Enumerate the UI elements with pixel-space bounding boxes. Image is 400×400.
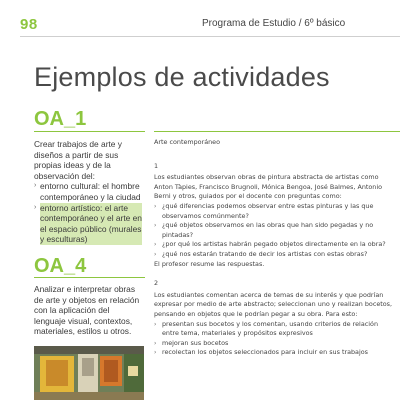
activity1-question xyxy=(154,202,394,221)
oa1-bullet-text: entorno cultural: el hombre contemporáneo y la ciudad xyxy=(40,181,141,202)
arrow-icon: › xyxy=(154,339,157,347)
activity2-step xyxy=(154,348,394,358)
activity1-question-text: ¿qué objetos observamos en las obras que han sido pegadas y no pintadas? xyxy=(162,221,374,239)
activity2-step xyxy=(154,320,394,339)
page-title: Ejemplos de actividades xyxy=(34,62,330,92)
activities-section-title: Arte contemporáneo xyxy=(154,138,221,146)
activity2-step xyxy=(154,339,394,349)
oa1-intro: Crear trabajos de arte y diseños a partir de sus propias ideas y de la observación del: xyxy=(34,139,122,181)
arrow-icon: › xyxy=(154,241,157,249)
arrow-icon: › xyxy=(34,203,37,211)
arrow-icon: › xyxy=(34,182,37,190)
oa4-divider xyxy=(34,277,145,278)
arrow-icon: › xyxy=(154,349,157,357)
activity1-question-text: ¿qué diferencias podemos observar entre estas pinturas y las que observamos comúnmente? xyxy=(162,201,374,220)
oa1-description xyxy=(34,139,142,245)
page-number: 98 xyxy=(20,16,38,33)
activity1-question xyxy=(154,240,394,250)
oa4-heading: OA_4 xyxy=(34,255,87,277)
activity1-question xyxy=(154,221,394,240)
artwork-illustration xyxy=(34,346,144,400)
activity2-intro: Los estudiantes comentan acerca de temas de su interés y que podrían expresar por medio de arte abstracto; seleccionan uno y realizan bocetos, pensando en objetos que le podrían pegar a su obra. Para esto: xyxy=(154,290,393,318)
oa1-divider xyxy=(34,131,145,132)
activity-number: 2 xyxy=(154,279,159,288)
oa1-bullet-text-highlighted: entorno artístico: el arte contemporáneo y el arte en el espacio público (murales y esculturas) xyxy=(40,202,142,245)
artwork-image xyxy=(34,346,144,400)
activity1-closing: El profesor resume las respuestas. xyxy=(154,259,265,268)
activity1-question-text: ¿por qué los artistas habrán pegado objetos directamente en la obra? xyxy=(162,240,386,249)
header-divider xyxy=(20,36,400,37)
arrow-icon: › xyxy=(154,250,157,258)
arrow-icon: › xyxy=(154,222,157,230)
activity1-intro: Los estudiantes observan obras de pintura abstracta de artistas como Anton Tàpies, Francisco Brugnoli, Mónica Bengoa, José Balmes, Antonio Berni y otros, guiados por el docente con preguntas como: xyxy=(154,173,383,201)
arrow-icon: › xyxy=(154,202,157,210)
activities-divider xyxy=(154,131,400,132)
oa4-description xyxy=(34,284,142,337)
arrow-icon: › xyxy=(154,320,157,328)
activity1-question-text: ¿qué nos estarán tratando de decir los artistas con estas obras? xyxy=(162,249,368,258)
activity2-step-text: presentan sus bocetos y los comentan, usando criterios de relación entre tema, materiales y propósitos expresivos xyxy=(162,319,378,338)
activity2-step-text: recolectan los objetos seleccionados para incluir en sus trabajos xyxy=(162,348,368,357)
activities-column xyxy=(154,138,394,358)
oa4-text: Analizar e interpretar obras de arte y objetos en relación con la aplicación del lenguaje visual, contextos, materiales, estilos u otros. xyxy=(34,284,140,337)
oa1-bullet-item xyxy=(34,203,142,245)
oa1-heading: OA_1 xyxy=(34,108,87,130)
activity2-step-text: mejoran sus bocetos xyxy=(162,338,229,347)
activity-number: 1 xyxy=(154,161,159,170)
running-header: Programa de Estudio / 6º básico xyxy=(202,18,346,29)
activity1-question xyxy=(154,250,394,260)
oa1-bullet-item xyxy=(34,181,142,202)
